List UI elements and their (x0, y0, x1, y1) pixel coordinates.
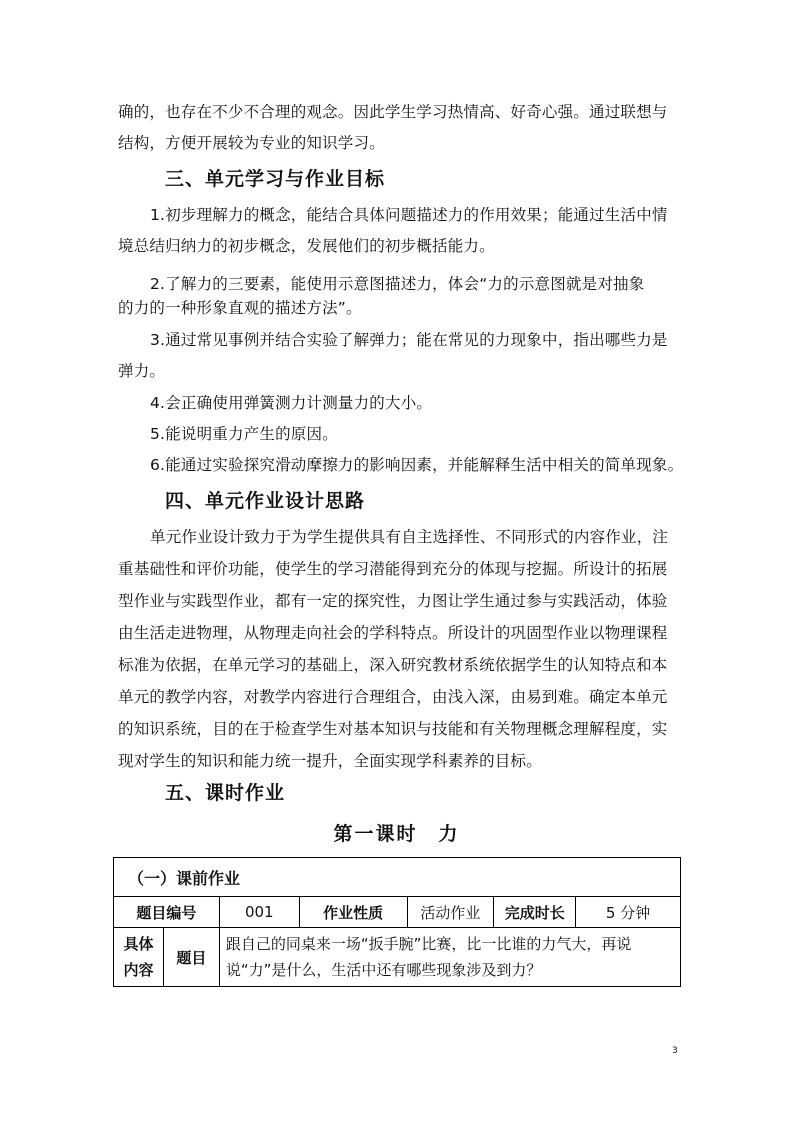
list-item: 4.会正确使用弹簧测力计测量力的大小。 (150, 394, 433, 412)
list-item: 的力的一种形象直观的描述方法”。 (118, 299, 362, 317)
list-item: 1.初步理解力的概念，能结合具体问题描述力的作用效果；能通过生活中情 (150, 206, 668, 224)
question-cell (219, 928, 680, 987)
value-duration: 5 分钟 (576, 897, 681, 928)
text-line: 单元作业设计致力于为学生提供具有自主选择性、不同形式的内容作业，注 (150, 528, 669, 546)
label-number: 题目编号 (114, 897, 220, 928)
text-line: 标准为依据，在单元学习的基础上，深入研究教材系统依据学生的认知特点和本 (118, 656, 668, 674)
text-line: 由生活走进物理，从物理走向社会的学科特点。所设计的巩固型作业以物理课程 (118, 624, 668, 642)
list-item: 境总结归纳力的初步概念，发展他们的初步概括能力。 (118, 237, 495, 255)
list-item: 6.能通过实验探究滑动摩擦力的影响因素，并能解释生活中相关的简单现象。 (150, 456, 684, 474)
table-header: （一）课前作业 (114, 858, 681, 897)
text-line: 现对学生的知识和能力统一提升，全面实现学科素养的目标。 (118, 752, 542, 770)
text-line: 结构，方便开展较为专业的知识学习。 (118, 134, 385, 152)
section-heading-goals: 三、单元学习与作业目标 (165, 168, 386, 190)
label-type: 作业性质 (299, 897, 407, 928)
value-number: 001 (219, 897, 299, 928)
label-content (114, 928, 164, 987)
value-type: 活动作业 (407, 897, 494, 928)
list-item: 5.能说明重力产生的原因。 (150, 425, 338, 443)
text-line: 重基础性和评价功能，使学生的学习潜能得到充分的体现与挖掘。所设计的拓展 (118, 560, 668, 578)
text-line: 型作业与实践型作业，都有一定的探究性，力图让学生通过参与实践活动，体验 (118, 592, 668, 610)
question-line: 说“力”是什么，生活中还有哪些现象涉及到力？ (225, 961, 542, 979)
homework-table (113, 857, 681, 987)
text-line: 单元的教学内容，对教学内容进行合理组合，由浅入深，由易到难。确定本单元 (118, 688, 668, 706)
list-item: 3.通过常见事例并结合实验了解弹力；能在常见的力现象中，指出哪些力是 (150, 331, 668, 349)
label-duration: 完成时长 (494, 897, 576, 928)
list-item: 弹力。 (118, 362, 166, 380)
section-heading-homework: 五、课时作业 (165, 782, 286, 804)
page-number: 3 (672, 1046, 678, 1056)
question-line: 跟自己的同桌来一场“扳手腕”比赛，比一比谁的力气大，再说 (225, 935, 632, 953)
section-heading-design: 四、单元作业设计思路 (165, 490, 366, 512)
lesson-title: 第一课时 力 (333, 823, 460, 845)
text-line: 的知识系统，目的在于检查学生对基本知识与技能和有关物理概念理解程度，实 (118, 720, 668, 738)
label-content-line: 内容 (123, 961, 154, 979)
text-line: 确的，也存在不少不合理的观念。因此学生学习热情高、好奇心强。通过联想与 (118, 103, 668, 121)
list-item: 2.了解力的三要素，能使用示意图描述力，体会“力的示意图就是对抽象 (150, 275, 645, 293)
label-content-line: 具体 (123, 935, 154, 953)
label-question: 题目 (163, 928, 219, 987)
